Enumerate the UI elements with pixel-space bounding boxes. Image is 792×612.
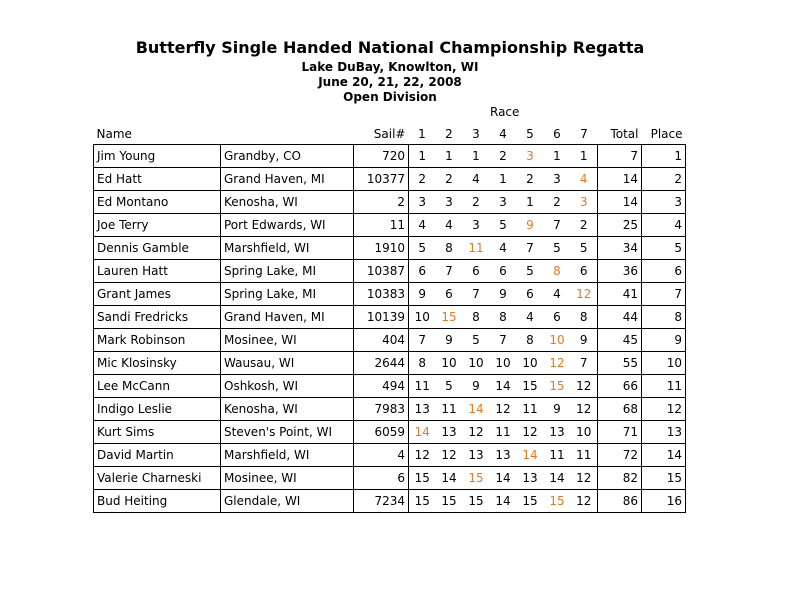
race-score: 7 bbox=[544, 214, 571, 237]
race-score: 1 bbox=[544, 145, 571, 168]
race-score: 6 bbox=[544, 306, 571, 329]
sailor-home: Marshfield, WI bbox=[221, 444, 354, 467]
table-row bbox=[94, 352, 686, 375]
total-score: 25 bbox=[598, 214, 642, 237]
race-score-dropped: 14 bbox=[463, 398, 490, 421]
race-score: 15 bbox=[463, 490, 490, 513]
table-row bbox=[94, 444, 686, 467]
race-score: 3 bbox=[436, 191, 463, 214]
sailor-home: Steven's Point, WI bbox=[221, 421, 354, 444]
race-score: 6 bbox=[517, 283, 544, 306]
place: 1 bbox=[642, 145, 686, 168]
sail-number: 2 bbox=[354, 191, 409, 214]
race-score: 14 bbox=[544, 467, 571, 490]
place: 11 bbox=[642, 375, 686, 398]
sailor-name: Bud Heiting bbox=[94, 490, 221, 513]
race-score-dropped: 8 bbox=[544, 260, 571, 283]
race-score: 7 bbox=[490, 329, 517, 352]
race-score: 15 bbox=[436, 490, 463, 513]
race-score: 8 bbox=[517, 329, 544, 352]
sail-number: 10383 bbox=[354, 283, 409, 306]
table-row bbox=[94, 398, 686, 421]
race-score: 13 bbox=[544, 421, 571, 444]
sailor-home: Oshkosh, WI bbox=[221, 375, 354, 398]
table-row bbox=[94, 306, 686, 329]
race-score: 1 bbox=[463, 145, 490, 168]
race-score: 12 bbox=[571, 398, 598, 421]
race-score: 10 bbox=[436, 352, 463, 375]
total-score: 7 bbox=[598, 145, 642, 168]
race-score-dropped: 3 bbox=[517, 145, 544, 168]
place: 3 bbox=[642, 191, 686, 214]
race-score: 13 bbox=[409, 398, 436, 421]
race-score: 15 bbox=[409, 467, 436, 490]
race-score: 4 bbox=[409, 214, 436, 237]
place: 6 bbox=[642, 260, 686, 283]
race-score-dropped: 11 bbox=[463, 237, 490, 260]
race-score: 12 bbox=[463, 421, 490, 444]
sailor-home: Mosinee, WI bbox=[221, 329, 354, 352]
sail-number: 1910 bbox=[354, 237, 409, 260]
race-score: 6 bbox=[409, 260, 436, 283]
col-header-total: Total bbox=[610, 127, 639, 141]
race-score-dropped: 3 bbox=[571, 191, 598, 214]
total-score: 66 bbox=[598, 375, 642, 398]
sail-number: 6059 bbox=[354, 421, 409, 444]
sail-number: 10139 bbox=[354, 306, 409, 329]
race-score: 4 bbox=[517, 306, 544, 329]
race-score: 11 bbox=[436, 398, 463, 421]
race-score: 13 bbox=[436, 421, 463, 444]
sailor-home: Spring Lake, MI bbox=[221, 283, 354, 306]
race-score: 9 bbox=[571, 329, 598, 352]
race-score: 2 bbox=[436, 168, 463, 191]
race-score: 3 bbox=[463, 214, 490, 237]
race-score: 12 bbox=[571, 375, 598, 398]
race-score: 1 bbox=[409, 145, 436, 168]
race-score: 12 bbox=[571, 467, 598, 490]
total-score: 14 bbox=[598, 191, 642, 214]
sailor-name: Sandi Fredricks bbox=[94, 306, 221, 329]
race-score: 10 bbox=[463, 352, 490, 375]
sailor-name: Valerie Charneski bbox=[94, 467, 221, 490]
race-score: 12 bbox=[436, 444, 463, 467]
race-score: 9 bbox=[490, 283, 517, 306]
race-score: 14 bbox=[490, 375, 517, 398]
table-row bbox=[94, 191, 686, 214]
sailor-home: Kenosha, WI bbox=[221, 191, 354, 214]
table-row bbox=[94, 467, 686, 490]
col-header-race-6: 6 bbox=[553, 127, 561, 141]
race-score: 7 bbox=[463, 283, 490, 306]
table-row bbox=[94, 168, 686, 191]
sailor-name: Lauren Hatt bbox=[94, 260, 221, 283]
race-score: 6 bbox=[436, 283, 463, 306]
race-score: 4 bbox=[463, 168, 490, 191]
race-score: 14 bbox=[490, 467, 517, 490]
total-score: 36 bbox=[598, 260, 642, 283]
sail-number: 720 bbox=[354, 145, 409, 168]
race-score: 3 bbox=[544, 168, 571, 191]
sailor-name: Ed Hatt bbox=[94, 168, 221, 191]
sailor-home: Port Edwards, WI bbox=[221, 214, 354, 237]
race-score-dropped: 12 bbox=[544, 352, 571, 375]
sailor-home: Mosinee, WI bbox=[221, 467, 354, 490]
race-score-dropped: 14 bbox=[517, 444, 544, 467]
race-score: 4 bbox=[490, 237, 517, 260]
race-score: 5 bbox=[436, 375, 463, 398]
race-group-label: Race bbox=[490, 105, 520, 119]
sailor-name: Dennis Gamble bbox=[94, 237, 221, 260]
race-score: 10 bbox=[571, 421, 598, 444]
total-score: 72 bbox=[598, 444, 642, 467]
table-row bbox=[94, 237, 686, 260]
race-score: 11 bbox=[409, 375, 436, 398]
race-score: 10 bbox=[517, 352, 544, 375]
col-header-name: Name bbox=[96, 127, 132, 141]
race-score: 5 bbox=[490, 214, 517, 237]
race-score: 9 bbox=[409, 283, 436, 306]
race-score-dropped: 15 bbox=[436, 306, 463, 329]
race-score: 2 bbox=[490, 145, 517, 168]
race-score: 14 bbox=[490, 490, 517, 513]
race-score-dropped: 10 bbox=[544, 329, 571, 352]
race-score: 13 bbox=[517, 467, 544, 490]
col-header-race-5: 5 bbox=[526, 127, 534, 141]
sailor-name: David Martin bbox=[94, 444, 221, 467]
sailor-home: Wausau, WI bbox=[221, 352, 354, 375]
race-score: 7 bbox=[436, 260, 463, 283]
header-row bbox=[94, 125, 686, 141]
sailor-name: Lee McCann bbox=[94, 375, 221, 398]
place: 5 bbox=[642, 237, 686, 260]
race-score-dropped: 14 bbox=[409, 421, 436, 444]
race-score: 9 bbox=[544, 398, 571, 421]
race-score: 8 bbox=[409, 352, 436, 375]
sail-number: 7983 bbox=[354, 398, 409, 421]
col-header-sail: Sail# bbox=[373, 127, 406, 141]
race-score: 2 bbox=[517, 168, 544, 191]
col-header-race-7: 7 bbox=[580, 127, 588, 141]
race-score: 11 bbox=[544, 444, 571, 467]
event-dates: June 20, 21, 22, 2008 bbox=[318, 75, 462, 89]
sail-number: 2644 bbox=[354, 352, 409, 375]
sail-number: 10377 bbox=[354, 168, 409, 191]
race-score: 1 bbox=[490, 168, 517, 191]
total-score: 55 bbox=[598, 352, 642, 375]
total-score: 86 bbox=[598, 490, 642, 513]
place: 14 bbox=[642, 444, 686, 467]
race-score: 12 bbox=[490, 398, 517, 421]
race-score: 9 bbox=[436, 329, 463, 352]
sailor-name: Ed Montano bbox=[94, 191, 221, 214]
total-score: 44 bbox=[598, 306, 642, 329]
col-header-place: Place bbox=[650, 127, 683, 141]
page-title: Butterfly Single Handed National Championship Regatta bbox=[135, 38, 645, 57]
race-score: 2 bbox=[544, 191, 571, 214]
race-score: 1 bbox=[571, 145, 598, 168]
col-header-race-4: 4 bbox=[499, 127, 507, 141]
table-row bbox=[94, 214, 686, 237]
race-score: 3 bbox=[409, 191, 436, 214]
race-score: 13 bbox=[463, 444, 490, 467]
race-score: 10 bbox=[409, 306, 436, 329]
race-score: 12 bbox=[409, 444, 436, 467]
sail-number: 7234 bbox=[354, 490, 409, 513]
race-score-dropped: 12 bbox=[571, 283, 598, 306]
sail-number: 4 bbox=[354, 444, 409, 467]
race-score: 4 bbox=[436, 214, 463, 237]
table-row bbox=[94, 260, 686, 283]
place: 8 bbox=[642, 306, 686, 329]
total-score: 14 bbox=[598, 168, 642, 191]
race-score: 3 bbox=[490, 191, 517, 214]
race-score: 2 bbox=[463, 191, 490, 214]
race-score: 6 bbox=[490, 260, 517, 283]
race-score: 13 bbox=[490, 444, 517, 467]
sailor-home: Kenosha, WI bbox=[221, 398, 354, 421]
division-label: Open Division bbox=[343, 90, 437, 104]
place: 10 bbox=[642, 352, 686, 375]
race-score: 15 bbox=[409, 490, 436, 513]
sail-number: 6 bbox=[354, 467, 409, 490]
race-score: 15 bbox=[517, 375, 544, 398]
table-row bbox=[94, 145, 686, 168]
sailor-name: Mark Robinson bbox=[94, 329, 221, 352]
sailor-name: Grant James bbox=[94, 283, 221, 306]
race-score: 11 bbox=[490, 421, 517, 444]
sailor-home: Grand Haven, MI bbox=[221, 306, 354, 329]
race-score: 6 bbox=[571, 260, 598, 283]
table-row bbox=[94, 329, 686, 352]
race-score-dropped: 4 bbox=[571, 168, 598, 191]
race-score: 4 bbox=[544, 283, 571, 306]
sailor-home: Grand Haven, MI bbox=[221, 168, 354, 191]
race-score: 12 bbox=[571, 490, 598, 513]
total-score: 71 bbox=[598, 421, 642, 444]
race-score: 11 bbox=[517, 398, 544, 421]
sailor-home: Grandby, CO bbox=[221, 145, 354, 168]
sailor-name: Jim Young bbox=[94, 145, 221, 168]
sail-number: 404 bbox=[354, 329, 409, 352]
total-score: 45 bbox=[598, 329, 642, 352]
col-header-race-3: 3 bbox=[472, 127, 480, 141]
race-score-dropped: 15 bbox=[544, 375, 571, 398]
race-score: 2 bbox=[409, 168, 436, 191]
race-score: 6 bbox=[463, 260, 490, 283]
race-score: 7 bbox=[517, 237, 544, 260]
place: 2 bbox=[642, 168, 686, 191]
race-score: 5 bbox=[571, 237, 598, 260]
race-score: 5 bbox=[409, 237, 436, 260]
sailor-home: Spring Lake, MI bbox=[221, 260, 354, 283]
sailor-name: Indigo Leslie bbox=[94, 398, 221, 421]
sail-number: 494 bbox=[354, 375, 409, 398]
col-header-race-1: 1 bbox=[418, 127, 426, 141]
place: 13 bbox=[642, 421, 686, 444]
race-score: 14 bbox=[436, 467, 463, 490]
total-score: 41 bbox=[598, 283, 642, 306]
race-score: 5 bbox=[463, 329, 490, 352]
race-score: 15 bbox=[517, 490, 544, 513]
total-score: 34 bbox=[598, 237, 642, 260]
race-score-dropped: 9 bbox=[517, 214, 544, 237]
table-row bbox=[94, 375, 686, 398]
race-score-dropped: 15 bbox=[463, 467, 490, 490]
table-row bbox=[94, 421, 686, 444]
place: 16 bbox=[642, 490, 686, 513]
place: 9 bbox=[642, 329, 686, 352]
race-score: 5 bbox=[517, 260, 544, 283]
race-score-dropped: 15 bbox=[544, 490, 571, 513]
place: 12 bbox=[642, 398, 686, 421]
col-header-home bbox=[221, 125, 354, 141]
place: 4 bbox=[642, 214, 686, 237]
race-score: 1 bbox=[436, 145, 463, 168]
race-score: 8 bbox=[463, 306, 490, 329]
race-score: 12 bbox=[517, 421, 544, 444]
race-score: 2 bbox=[571, 214, 598, 237]
table-row bbox=[94, 490, 686, 513]
total-score: 82 bbox=[598, 467, 642, 490]
race-score: 7 bbox=[409, 329, 436, 352]
race-score: 8 bbox=[571, 306, 598, 329]
race-score: 8 bbox=[490, 306, 517, 329]
race-score: 7 bbox=[571, 352, 598, 375]
race-score: 8 bbox=[436, 237, 463, 260]
race-score: 1 bbox=[517, 191, 544, 214]
race-score: 9 bbox=[463, 375, 490, 398]
place: 15 bbox=[642, 467, 686, 490]
race-score: 11 bbox=[571, 444, 598, 467]
sailor-name: Joe Terry bbox=[94, 214, 221, 237]
sailor-name: Kurt Sims bbox=[94, 421, 221, 444]
table-row bbox=[94, 283, 686, 306]
sail-number: 10387 bbox=[354, 260, 409, 283]
sailor-name: Mic Klosinsky bbox=[94, 352, 221, 375]
sailor-home: Glendale, WI bbox=[221, 490, 354, 513]
place: 7 bbox=[642, 283, 686, 306]
col-header-race-2: 2 bbox=[445, 127, 453, 141]
total-score: 68 bbox=[598, 398, 642, 421]
race-score: 5 bbox=[544, 237, 571, 260]
sailor-home: Marshfield, WI bbox=[221, 237, 354, 260]
sail-number: 11 bbox=[354, 214, 409, 237]
results-table bbox=[93, 125, 686, 513]
race-score: 10 bbox=[490, 352, 517, 375]
results-body bbox=[94, 145, 686, 513]
event-location: Lake DuBay, Knowlton, WI bbox=[301, 60, 479, 74]
